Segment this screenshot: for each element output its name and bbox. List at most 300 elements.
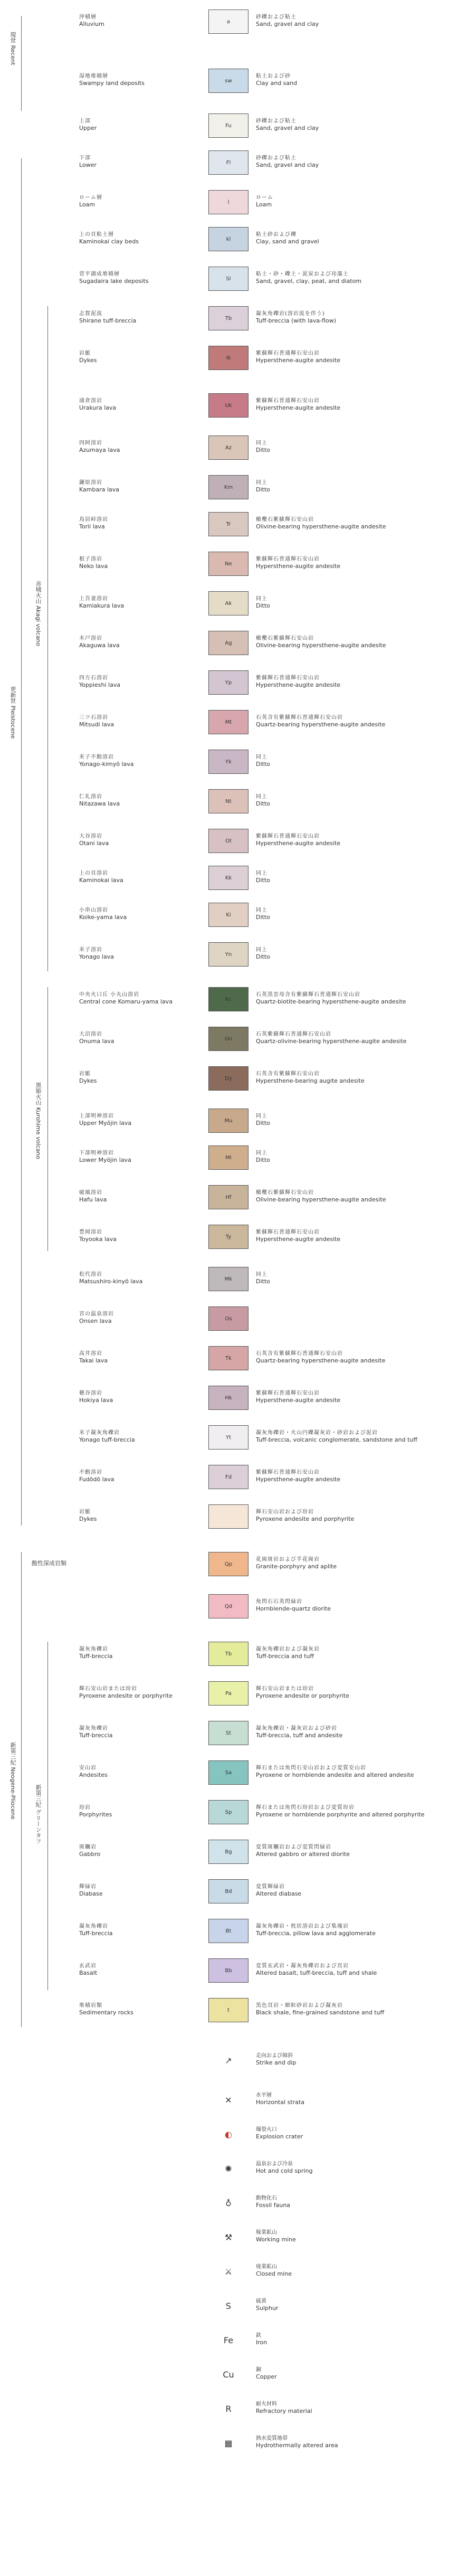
symbol-desc-en: Closed mine [256, 2270, 292, 2277]
symbol-description [256, 2298, 278, 2312]
unit-name-jp: 米子凝灰角礫岩 [79, 1430, 120, 1436]
symbol-description [256, 2229, 296, 2243]
unit-description [256, 833, 456, 847]
recent-label: 現世 Recent [9, 32, 16, 65]
unit-name-jp: 大谷溶岩 [79, 834, 102, 839]
unit-swatch: Kk [208, 866, 248, 890]
unit-desc-en: Ditto [256, 1278, 270, 1285]
unit-swatch: Pa [208, 1681, 248, 1706]
unit-name-en: Kaminokai lava [79, 877, 123, 884]
unit-name-en: Toyooka lava [79, 1236, 117, 1243]
unit-name-jp: 上の貝粘土層 [79, 232, 114, 238]
unit-swatch: Tr [208, 512, 248, 536]
unit-name [79, 1923, 200, 1937]
unit-swatch: Bd [208, 1879, 248, 1903]
unit-name [79, 479, 200, 493]
symbol-description [256, 2401, 312, 2414]
unit-name [79, 793, 200, 807]
unit-desc-jp: 紫蘇輝石普通輝石安山岩 [256, 1390, 320, 1396]
unit-desc-en: Ditto [256, 1120, 270, 1126]
unit-swatch: Os [208, 1306, 248, 1331]
unit-name [79, 440, 200, 453]
unit-name-en: Lower [79, 162, 97, 168]
unit-name-jp: 玢岩 [79, 1805, 91, 1811]
unit-desc-en: Clay and sand [256, 80, 298, 87]
unit-desc-jp: 石英含有紫蘇輝石普通輝石安山岩 [256, 715, 343, 721]
unit-desc-jp: 石英紫蘇輝石普通輝石安山岩 [256, 1031, 331, 1037]
unit-name-en: Hokiya lava [79, 1397, 113, 1404]
unit-name [79, 870, 200, 884]
green-tuff-label: 新第三紀 グリーンタフ [35, 1784, 42, 1844]
pleistocene-label: 更新世 Pleistocene [9, 686, 16, 739]
unit-description [256, 1923, 456, 1937]
unit-desc-en: Hypersthene-augite andesite [256, 681, 341, 688]
symbol-desc-jp: 走向および傾斜 [256, 2053, 293, 2059]
unit-name-en: Sugadaira lake deposits [79, 278, 149, 285]
unit-name [79, 1113, 200, 1126]
unit-name [79, 194, 200, 208]
unit-swatch: Km [208, 475, 248, 499]
unit-name-jp: 凝灰角礫岩 [79, 1726, 108, 1731]
unit-name-en: Takai lava [79, 1357, 108, 1364]
unit-name-jp: 沖積層 [79, 14, 97, 20]
unit-name-en: Akaguwa lava [79, 642, 120, 649]
symbol-desc-en: Strike and dip [256, 2059, 297, 2066]
copper-icon: Cu [223, 2369, 234, 2380]
unit-swatch: Tb [208, 306, 248, 330]
unit-name-jp: 鎌原溶岩 [79, 480, 102, 486]
unit-description [256, 1189, 456, 1203]
unit-name [79, 1350, 200, 1364]
unit-name [79, 350, 200, 364]
unit-name [79, 1229, 200, 1243]
unit-name-jp: 四方石溶岩 [79, 675, 108, 681]
unit-name-en: Dykes [79, 1516, 97, 1522]
unit-swatch: Yt [208, 1425, 248, 1450]
unit-desc-en: Ditto [256, 602, 270, 609]
unit-description [256, 793, 456, 807]
iron-icon: Fe [223, 2335, 234, 2345]
unit-description [256, 1469, 456, 1483]
symbol-desc-jp: 鉄 [256, 2333, 261, 2338]
unit-desc-jp: 同上 [256, 1150, 267, 1156]
unit-desc-jp: 凝灰角礫岩(溶岩流を伴う) [256, 311, 325, 317]
unit-description [256, 1963, 456, 1976]
unit-name [79, 397, 200, 411]
unit-description [256, 118, 456, 131]
unit-name-jp: 破風溶岩 [79, 1190, 102, 1196]
unit-description [256, 231, 456, 245]
symbol-description [256, 2161, 313, 2174]
unit-desc-jp: 砂礫および粘土 [256, 118, 297, 124]
unit-name-en: Yonago lava [79, 953, 114, 960]
unit-desc-en: Hypersthene-augite andesite [256, 357, 341, 364]
unit-description [256, 1725, 456, 1739]
unit-desc-en: Ditto [256, 800, 270, 807]
unit-name [79, 1390, 200, 1404]
unit-name-jp: 三ツ石溶岩 [79, 715, 108, 721]
unit-name [79, 2002, 200, 2016]
unit-name [79, 1071, 200, 1084]
unit-swatch: Ml [208, 1145, 248, 1170]
unit-name-en: Upper Myōjin lava [79, 1120, 132, 1126]
unit-description [256, 1646, 456, 1660]
symbol-desc-jp: 硫黄 [256, 2298, 266, 2304]
unit-swatch: Yn [208, 942, 248, 967]
unit-name [79, 1804, 200, 1818]
green-tuff-bracket [47, 1642, 48, 1990]
unit-desc-jp: 黒色頁岩・細粒砂岩および凝灰岩 [256, 2003, 343, 2009]
unit-name [79, 1469, 200, 1483]
unit-name [79, 833, 200, 847]
unit-desc-jp: 石英含有紫蘇輝石安山岩 [256, 1071, 320, 1077]
unit-name [79, 1844, 200, 1858]
unit-swatch: Ty [208, 1225, 248, 1249]
unit-swatch: Ak [208, 591, 248, 615]
unit-name [79, 1646, 200, 1660]
unit-name-en: Onuma lava [79, 1038, 114, 1045]
unit-desc-jp: 砂礫および粘土 [256, 14, 297, 20]
symbol-desc-jp: 熱水変質地帯 [256, 2436, 288, 2441]
unit-name-en: Hafu lava [79, 1196, 107, 1203]
unit-desc-jp: 輝石または角閃石玢岩および変質玢岩 [256, 1805, 355, 1811]
unit-description [256, 194, 456, 208]
unit-desc-jp: 凝灰角礫岩および凝灰岩 [256, 1646, 320, 1652]
unit-name-en: Koike-yama lava [79, 914, 127, 921]
unit-swatch: Fl [208, 150, 248, 175]
unit-name-jp: ローム層 [79, 195, 102, 201]
unit-name-jp: 宮の温泉溶岩 [79, 1311, 114, 1317]
unit-swatch [208, 1504, 248, 1529]
symbol-desc-jp: 動物化石 [256, 2195, 277, 2201]
unit-desc-en: Pyroxene andesite or porphyrite [256, 1692, 349, 1699]
unit-name-jp: 大沼溶岩 [79, 1031, 102, 1037]
unit-desc-en: Pyroxene or hornblende andesite and altered andesite [256, 1772, 414, 1778]
symbol-desc-jp: 温泉および冷泉 [256, 2161, 293, 2167]
unit-swatch: Fd [208, 1465, 248, 1489]
unit-swatch: kl [208, 227, 248, 251]
unit-name-en: Swampy land deposits [79, 80, 145, 87]
unit-swatch: Fu [208, 113, 248, 138]
symbol-desc-en: Copper [256, 2373, 277, 2380]
unit-desc-jp: 角閃石石英閃緑岩 [256, 1599, 302, 1605]
unit-name-en: Fudōdō lava [79, 1476, 114, 1483]
unit-desc-jp: 橄欖石紫蘇輝石安山岩 [256, 1190, 314, 1196]
unit-name-jp: 浦倉溶岩 [79, 398, 102, 404]
unit-desc-en: Altered diabase [256, 1890, 302, 1897]
unit-name [79, 155, 200, 168]
unit-name-jp: 中央火口丘 小丸山溶岩 [79, 992, 140, 998]
unit-desc-en: Tuff-breccia (with lava-flow) [256, 317, 337, 324]
symbol-desc-en: Horizontal strata [256, 2099, 305, 2106]
unit-name [79, 1429, 200, 1443]
symbol-description [256, 2195, 290, 2209]
unit-desc-jp: 同上 [256, 480, 267, 486]
unit-name [79, 1311, 200, 1324]
symbol-desc-en: Working mine [256, 2236, 296, 2243]
unit-name-en: Kaminokai clay beds [79, 238, 139, 245]
unit-swatch: Sa [208, 1760, 248, 1785]
unit-desc-en: Sand, gravel and clay [256, 125, 319, 131]
unit-name [79, 1271, 200, 1285]
unit-swatch: Bb [208, 1958, 248, 1983]
unit-name-en: Andesites [79, 1772, 108, 1778]
unit-desc-jp: 粘土および砂 [256, 73, 291, 79]
unit-description [256, 870, 456, 884]
unit-swatch: Yp [208, 670, 248, 695]
unit-name [79, 14, 200, 27]
symbol-description [256, 2264, 292, 2277]
unit-description [256, 1229, 456, 1243]
hot-spring-icon: ✺ [225, 2163, 232, 2174]
unit-name-en: Yoppieshi lava [79, 681, 121, 688]
unit-description [256, 1883, 456, 1897]
unit-description [256, 516, 456, 530]
unit-description [256, 754, 456, 768]
unit-desc-jp: 紫蘇輝石普通輝石安山岩 [256, 1470, 320, 1475]
unit-desc-jp: 石英黒雲母含有紫蘇輝石普通輝石安山岩 [256, 992, 360, 998]
symbol-desc-jp: 稼業鉱山 [256, 2230, 277, 2236]
unit-name [79, 754, 200, 768]
unit-desc-en: Ditto [256, 877, 270, 884]
unit-name-jp: 四阿溶岩 [79, 440, 102, 446]
unit-name-en: Yonago tuff-breccia [79, 1436, 135, 1443]
unit-name [79, 118, 200, 131]
unit-name-jp: 上部明神溶岩 [79, 1113, 114, 1119]
unit-desc-jp: 同上 [256, 870, 267, 876]
unit-name [79, 595, 200, 609]
unit-name-en: Dykes [79, 1077, 97, 1084]
unit-desc-jp: 変質斑糲岩および変質閃緑岩 [256, 1844, 331, 1850]
unit-name-en: Onsen lava [79, 1318, 112, 1324]
unit-desc-jp: 同上 [256, 907, 267, 913]
unit-description [256, 73, 456, 87]
symbol-description [256, 2332, 267, 2346]
unit-desc-jp: 輝石または角閃石安山岩および変質安山岩 [256, 1765, 366, 1771]
unit-description [256, 595, 456, 609]
unit-name-jp: 安山岩 [79, 1765, 97, 1771]
unit-desc-en: Sand, gravel, clay, peat, and diatom [256, 278, 362, 285]
unit-desc-jp: 同上 [256, 754, 267, 760]
unit-name-en: Otani lava [79, 840, 109, 847]
unit-description [256, 991, 456, 1005]
unit-description [256, 1271, 456, 1285]
unit-description [256, 350, 456, 364]
unit-desc-jp: 砂礫および粘土 [256, 155, 297, 161]
unit-description [256, 1113, 456, 1126]
unit-desc-en: Ditto [256, 1157, 270, 1163]
unit-description [256, 907, 456, 921]
unit-swatch: Dy [208, 1066, 248, 1091]
unit-desc-en: Hypersthene-augite andesite [256, 1397, 341, 1404]
unit-name-en: Tuff-breccia [79, 1930, 113, 1937]
unit-desc-jp: 紫蘇輝石普通輝石安山岩 [256, 1229, 320, 1235]
refractory-icon: R [225, 2403, 232, 2414]
neogene-bracket [21, 1552, 22, 2027]
unit-desc-en: Tuff-breccia, tuff and andesite [256, 1732, 343, 1739]
unit-desc-en: Olivine-bearing hypersthene-augite andesite [256, 523, 386, 530]
unit-description [256, 1150, 456, 1163]
unit-name-en: Azumaya lava [79, 447, 120, 453]
unit-desc-en: Ditto [256, 914, 270, 921]
unit-desc-jp: 輝石安山岩または玢岩 [256, 1686, 314, 1692]
unit-desc-en: Ditto [256, 486, 270, 493]
unit-description [256, 440, 456, 453]
unit-desc-en: Olivine-bearing hypersthene-augite andesite [256, 642, 386, 649]
symbol-desc-jp: 銅 [256, 2367, 261, 2373]
unit-name-jp: 上吾妻溶岩 [79, 596, 108, 602]
unit-desc-jp: 同上 [256, 596, 267, 602]
unit-desc-jp: 同上 [256, 1113, 267, 1119]
unit-desc-jp: 紫蘇輝石普通輝石安山岩 [256, 351, 320, 356]
unit-desc-en: Hypersthene-augite andesite [256, 840, 341, 847]
unit-name [79, 991, 200, 1005]
unit-name [79, 1883, 200, 1897]
unit-name-jp: 湿地堆積層 [79, 73, 108, 79]
recent-bracket [21, 16, 22, 111]
unit-name-jp: 木戸溶岩 [79, 636, 102, 641]
closed-mine-icon: ⚔ [224, 2266, 233, 2277]
unit-description [256, 1509, 456, 1522]
unit-name [79, 1685, 200, 1699]
unit-description [256, 1429, 456, 1443]
unit-name [79, 516, 200, 530]
unit-name-jp: 下部明神溶岩 [79, 1150, 114, 1156]
unit-desc-en: Quartz-olivine-bearing hypersthene-augite andesite [256, 1038, 407, 1045]
unit-name-jp: 菅平湖成堆積層 [79, 271, 120, 277]
unit-description [256, 155, 456, 168]
unit-desc-en: Hypersthene-augite andesite [256, 1236, 341, 1243]
unit-name [79, 556, 200, 570]
acidic-intrusive-label: 酸性深成岩類 [32, 1560, 66, 1567]
unit-desc-en: Tuff-breccia, pillow lava and agglomerate [256, 1930, 376, 1937]
unit-swatch: Yk [208, 750, 248, 774]
unit-desc-en: Ditto [256, 447, 270, 453]
hydrothermal-icon: ▦ [224, 2438, 233, 2448]
unit-name-en: Porphyrites [79, 1811, 112, 1818]
unit-desc-jp: 輝石安山岩および玢岩 [256, 1509, 314, 1515]
unit-name [79, 231, 200, 245]
unit-description [256, 1071, 456, 1084]
unit-swatch: Sl [208, 267, 248, 291]
symbol-desc-en: Hydrothermally altered area [256, 2442, 338, 2449]
unit-name-en: Mitsudi lava [79, 721, 114, 728]
unit-name [79, 1509, 200, 1522]
symbol-desc-en: Refractory material [256, 2408, 312, 2414]
unit-swatch: Ot [208, 829, 248, 853]
unit-name [79, 1189, 200, 1203]
unit-desc-jp: 変質輝緑岩 [256, 1884, 285, 1890]
unit-swatch: Ne [208, 552, 248, 576]
unit-desc-jp: 変質玄武岩・凝灰角礫岩および頁岩 [256, 1963, 349, 1969]
symbol-desc-en: Sulphur [256, 2305, 279, 2312]
unit-name [79, 1765, 200, 1778]
unit-desc-jp: 石英含有紫蘇輝石普通輝石安山岩 [256, 1351, 343, 1357]
unit-name-en: Central cone Komaru-yama lava [79, 998, 173, 1005]
unit-swatch: sw [208, 69, 248, 93]
unit-name [79, 675, 200, 688]
unit-name-jp: 松代溶岩 [79, 1272, 102, 1277]
unit-desc-jp: 凝灰角礫岩・凝灰岩および砂岩 [256, 1726, 337, 1731]
symbol-desc-en: Iron [256, 2339, 267, 2346]
unit-swatch: t [208, 1998, 248, 2022]
unit-description [256, 397, 456, 411]
unit-desc-jp: ローム [256, 195, 273, 201]
unit-name-jp: 下部 [79, 155, 91, 161]
unit-name-jp: 凝灰角礫岩 [79, 1924, 108, 1929]
unit-swatch: On [208, 1027, 248, 1051]
unit-name-jp: 米子溶岩 [79, 947, 102, 953]
unit-desc-en: Black shale, fine-grained sandstone and tuff [256, 2009, 385, 2016]
unit-name-en: Basalt [79, 1969, 98, 1976]
unit-desc-en: Tuff-breccia and tuff [256, 1653, 314, 1660]
symbol-desc-en: Fossil fauna [256, 2202, 291, 2209]
unit-name-en: Upper [79, 125, 97, 131]
unit-desc-en: Quartz-bearing hypersthene-augite andesite [256, 721, 386, 728]
unit-swatch: St [208, 1721, 248, 1745]
unit-swatch: Az [208, 435, 248, 460]
unit-description [256, 946, 456, 960]
unit-description [256, 635, 456, 649]
strike-and-dip-icon: ↗ [225, 2055, 232, 2066]
symbol-desc-jp: 爆裂火口 [256, 2127, 277, 2133]
unit-name-jp: 岩脈 [79, 351, 91, 356]
unit-swatch: Mt [208, 710, 248, 734]
unit-description [256, 479, 456, 493]
unit-swatch: Qd [208, 1594, 248, 1618]
unit-desc-en: Loam [256, 201, 272, 208]
unit-desc-en: Granite-porphyry and aplite [256, 1563, 337, 1570]
unit-desc-jp: 紫蘇輝石普通輝石安山岩 [256, 398, 320, 404]
unit-name [79, 1725, 200, 1739]
unit-name-jp: 小串山溶岩 [79, 907, 108, 913]
unit-desc-jp: 粘土・砂・礫土・泥炭および珪藻土 [256, 271, 349, 277]
pleistocene-bracket [21, 158, 22, 1526]
unit-swatch: Bg [208, 1840, 248, 1864]
unit-name-en: Diabase [79, 1890, 103, 1897]
unit-name-jp: 仁礼溶岩 [79, 794, 102, 800]
unit-desc-en: Hornblende-quartz diorite [256, 1605, 331, 1612]
unit-name-en: Pyroxene andesite or porphyrite [79, 1692, 173, 1699]
unit-swatch: Tb [208, 1642, 248, 1666]
unit-desc-en: Hypersthene-bearing augite andesite [256, 1077, 365, 1084]
unit-desc-en: Pyroxene andesite and porphyrite [256, 1516, 355, 1522]
unit-name [79, 635, 200, 649]
unit-description [256, 1804, 456, 1818]
unit-description [256, 271, 456, 285]
unit-name-jp: 志賀泥流 [79, 311, 102, 317]
symbol-desc-jp: 廃業鉱山 [256, 2264, 277, 2270]
unit-description [256, 1556, 456, 1570]
unit-name-jp: 岩脈 [79, 1071, 91, 1077]
unit-desc-en: Sand, gravel and clay [256, 162, 319, 168]
unit-desc-jp: 凝灰角礫岩・枕状溶岩および集塊岩 [256, 1924, 349, 1929]
unit-name-jp: 斑糲岩 [79, 1844, 97, 1850]
unit-desc-jp: 紫蘇輝石普通輝石安山岩 [256, 675, 320, 681]
unit-name-en: Torii lava [79, 523, 105, 530]
unit-desc-en: Tuff-breccia, volcanic conglomerate, sandstone and tuff [256, 1436, 417, 1443]
unit-desc-jp: 花崗斑岩および半花崗岩 [256, 1557, 320, 1562]
unit-description [256, 1765, 456, 1778]
unit-name-en: Tuff-breccia [79, 1653, 113, 1660]
unit-description [256, 714, 456, 728]
unit-name-jp: 豊岡溶岩 [79, 1229, 102, 1235]
unit-swatch: l [208, 190, 248, 214]
sulphur-icon: S [225, 2300, 232, 2311]
unit-swatch: Mu [208, 1109, 248, 1133]
unit-description [256, 1031, 456, 1045]
unit-name [79, 714, 200, 728]
